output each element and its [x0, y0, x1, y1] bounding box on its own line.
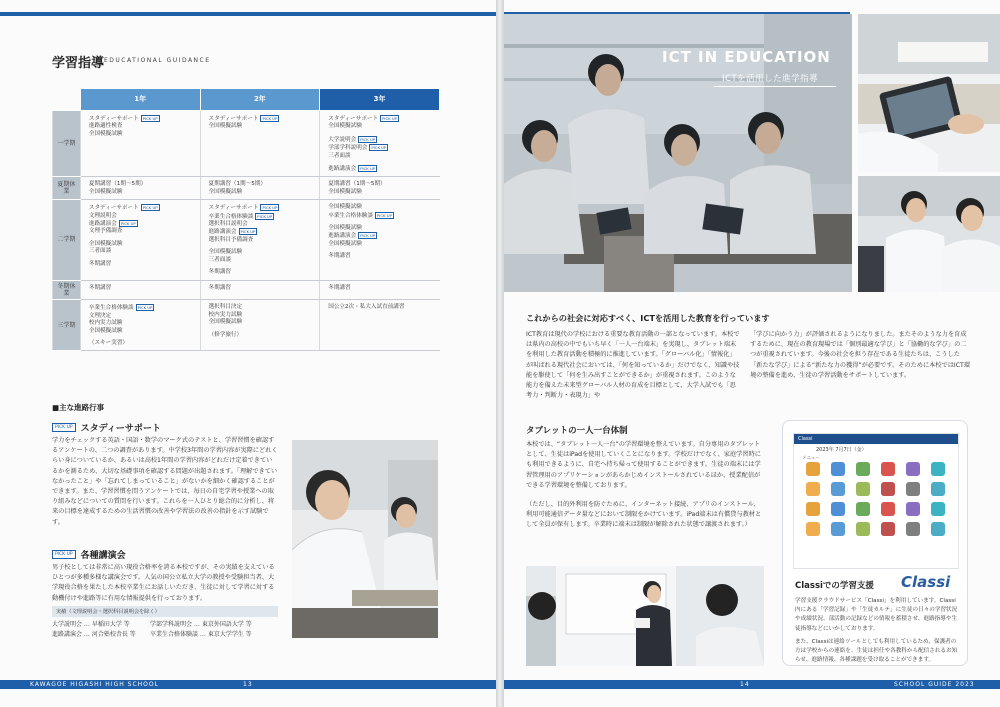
schedule-event-label: 進路講演会: [208, 229, 237, 236]
schedule-event: [328, 123, 435, 130]
schedule-event-label: 全国模擬試験: [208, 188, 243, 195]
schedule-event: [89, 304, 196, 312]
ict-subtitle: ICTを活用した進学指導: [722, 74, 819, 84]
header-year-3: 3年: [320, 89, 440, 111]
schedule-event: [209, 123, 316, 130]
schedule-event: [328, 204, 435, 211]
classi-app-icon: [806, 522, 820, 536]
schedule-event: [328, 232, 435, 240]
schedule-event-label: 全国模擬試験: [328, 188, 362, 195]
pickup-tag: PICK UP: [360, 136, 376, 142]
schedule-event: [209, 285, 316, 292]
schedule-cell: [200, 111, 320, 177]
schedule-event: [89, 204, 196, 212]
schedule-event-label: スタディーサポート: [208, 205, 259, 212]
schedule-event-label: 文理決定: [88, 312, 112, 319]
classi-card: [782, 420, 968, 666]
study-support-body: 学力をチェックする英語・国語・数学のマーク式のテストと、学習習慣を確認するアンケートの、二つの調査があります。中学校3年間の学習内容が実際にどれくらい身についているか、あるいは高校1年間の学習内容がどれだけ定着できているかを測るため、大切な基礎事項を確認する問題が出題されます。「理解できていなかったこと」や「忘れてしまっていること」がないかを細かく確認することができます。また、学習習慣を問うアンケートでは、毎日の自宅学習や授業への取り組みなどについての質問を行います。これらを一人ひとり総合的に分析し、将来の目標を達成するための生活習慣の改善や学習法の改善の指針を示す試験です。: [52, 437, 278, 526]
schedule-event-label: 選択科目決定: [208, 304, 243, 311]
ict-heading: これからの社会に対応すべく、ICTを活用した教育を行っています: [526, 313, 770, 323]
schedule-event: [89, 123, 196, 130]
schedule-event-label: 冬期講習: [208, 269, 231, 276]
schedule-event: [209, 304, 316, 311]
classi-app-icon: [906, 482, 920, 496]
schedule-event-label: 全国模擬試験: [328, 240, 362, 247]
schedule-event: [89, 313, 196, 320]
schedule-cell: [80, 200, 200, 280]
schedule-event: [89, 248, 196, 255]
schedule-event: [328, 253, 435, 260]
tablet-body: 本校では、“タブレット一人一台”の学習環境を整えています。自分専用のタブレットとして、生徒はiPadを使用していくことになります。学校だけでなく、家庭学習時にも利用できるように、自宅へ持ち帰って使用することができます。生徒の端末には学習管理用のアプリケーションがあらかじめインストールされているほか、授業配信ができる学習環境を整備しております。: [526, 441, 761, 489]
footer-guide: SCHOOL GUIDE 2023: [894, 681, 975, 688]
schedule-event-label: 校内実力試験: [208, 311, 243, 318]
schedule-event-label: 卒業生合格体験談: [208, 213, 254, 220]
schedule-event-label: 選択科目説明会: [208, 221, 248, 228]
schedule-event: [328, 285, 435, 292]
schedule-event-label: 三者面談: [328, 152, 351, 159]
schedule-event-label: 全国模擬試験: [328, 204, 362, 211]
schedule-cell: [80, 111, 200, 177]
schedule-event-label: 三者面談: [208, 256, 231, 263]
schedule-row: [53, 300, 440, 351]
classi-app-icon: [906, 522, 920, 536]
classi-heading: Classiでの学習支援: [795, 581, 874, 591]
teacher-lesson-photo: [526, 566, 764, 666]
schedule-event: [89, 213, 196, 220]
pickup-tag: PICK UP: [142, 205, 158, 211]
footer-bar: [0, 680, 496, 689]
lectures-title: 各種講演会: [80, 551, 126, 561]
header-year-1: 1年: [80, 89, 200, 111]
schedule-event: [328, 212, 435, 220]
schedule-event: [209, 249, 316, 256]
schedule-cell: [320, 177, 440, 200]
classi-screen-menu: メニュー: [802, 456, 820, 461]
classi-app-icon: [931, 502, 945, 516]
tablet-heading: タブレットの一人一台体制: [526, 426, 628, 436]
schedule-cell: [200, 177, 320, 200]
schedule-event-label: 全国模擬試験: [88, 130, 123, 137]
ict-underline: [714, 86, 836, 87]
schedule-event-label: 冬期講習: [88, 260, 112, 267]
classi-app-icon: [806, 462, 820, 476]
schedule-event-label: 学部学科説明会: [328, 145, 368, 152]
events-heading: ■主な進路行事: [52, 403, 105, 412]
ict-title: ICT IN EDUCATION: [662, 48, 831, 66]
right-page: [504, 0, 1000, 707]
schedule-event: [89, 328, 196, 335]
table-corner: [53, 89, 81, 111]
schedule-event-label: 全国模擬試験: [328, 123, 362, 130]
pickup-tag: PICK UP: [142, 116, 158, 121]
pickup-tag: PICK UP: [257, 213, 273, 219]
schedule-event-label: 全国模擬試験: [88, 240, 123, 247]
schedule-event-label: 進路講演会: [328, 233, 357, 240]
schedule-event: [89, 261, 196, 268]
schedule-event: [89, 285, 196, 292]
lectures-body: 男子校としては非常に高い現役合格率を誇る本校ですが、その実績を支えているひとつが多種多様な講演会です。人気の国公立私立大学の教授や受験担当者、大学現役合格を果たした本校卒業生にお話しいただき、生徒に対して学習に対する動機付けや進路等に有用な情報提供を行っております。: [52, 564, 275, 602]
schedule-cell: [200, 300, 320, 351]
pickup-tag: PICK UP: [240, 229, 256, 235]
results-item: 進路講演会 … 河合塾校舎長 等: [52, 631, 136, 638]
schedule-event-label: 三者面談: [88, 248, 112, 255]
schedule-event: [209, 237, 316, 244]
schedule-row: [53, 177, 440, 200]
classi-app-icon: [806, 502, 820, 516]
classi-app-icon: [856, 522, 870, 536]
pickup-badge: PICK UP: [52, 550, 76, 559]
schedule-cell: [200, 280, 320, 300]
classi-app-icon: [806, 482, 820, 496]
results-row: [52, 630, 278, 640]
guidance-schedule-table: [52, 88, 440, 351]
schedule-event: [328, 241, 435, 248]
tablet-hands-photo: [858, 14, 1000, 172]
schedule-event-label: 全国模擬試験: [328, 225, 362, 232]
schedule-event-label: 卒業生合格体験談: [328, 212, 373, 219]
schedule-event: [89, 320, 196, 327]
schedule-event-label: 全国模擬試験: [208, 123, 243, 130]
schedule-event-label: 夏期講習（1期〜5期）: [328, 181, 386, 188]
classi-app-icon: [906, 462, 920, 476]
results-row: [52, 620, 278, 630]
classi-app-icon: [856, 462, 870, 476]
classi-body: [795, 597, 961, 665]
schedule-event: [209, 269, 316, 276]
results-note-label: 実績（文理説明会・選択科目説明会を除く）: [52, 606, 278, 617]
classi-screenshot: [793, 433, 959, 569]
schedule-event: [209, 204, 316, 212]
schedule-event-label: 夏期講習（1期〜5期）: [88, 181, 147, 188]
term-label: 夏期休業: [53, 177, 81, 200]
schedule-cell: [80, 300, 200, 351]
classi-app-icon: [856, 482, 870, 496]
classi-app-icon: [856, 502, 870, 516]
schedule-event: [328, 136, 435, 144]
schedule-event-label: 全国模擬試験: [88, 188, 123, 195]
page-number: 14: [740, 681, 750, 688]
pickup-tag: PICK UP: [137, 305, 153, 311]
schedule-event: [89, 340, 196, 347]
schedule-event: [89, 181, 196, 188]
schedule-row: [53, 280, 440, 300]
pickup-tag: PICK UP: [360, 166, 376, 172]
classi-app-icon: [931, 482, 945, 496]
schedule-event-label: 進路講演会: [88, 221, 117, 228]
schedule-event: [89, 189, 196, 196]
schedule-event-label: 全国模擬試験: [208, 249, 243, 256]
center-gutter: [496, 0, 504, 707]
classi-app-icon: [831, 482, 845, 496]
schedule-event-label: 進路講演会: [328, 166, 357, 173]
pickup-tag: PICK UP: [360, 233, 376, 239]
results-item: 学部学科説明会 … 東京外国語大学 等: [150, 621, 252, 628]
schedule-event: [209, 189, 316, 196]
classi-app-icon: [831, 522, 845, 536]
schedule-row: [53, 111, 440, 177]
classi-app-icon: [881, 502, 895, 516]
classi-app-icon: [906, 502, 920, 516]
schedule-cell: [320, 111, 440, 177]
section-subtitle: EDUCATIONAL GUIDANCE: [104, 57, 211, 64]
schedule-event: [89, 131, 196, 138]
schedule-event-label: 国公立2次・私大入試直前講習: [328, 304, 405, 311]
pickup-tag: PICK UP: [262, 205, 278, 211]
schedule-event-label: スタディーサポート: [88, 205, 139, 212]
schedule-event: [209, 181, 316, 188]
page-number: 13: [243, 681, 253, 688]
pickup-badge: PICK UP: [52, 423, 76, 432]
schedule-event-label: スタディーサポート: [328, 116, 379, 122]
section-title: 学習指導: [52, 56, 105, 71]
schedule-event-label: 選択科目予備調査: [208, 236, 254, 243]
schedule-event-label: （修学旅行）: [208, 331, 243, 338]
header-year-2: 2年: [200, 89, 320, 111]
classi-app-icon: [881, 482, 895, 496]
ict-body-col2: 「学びに向かう力」が評価されるようになりました。またそのような力を育成するために、現在の教育現場では「個別最適な学び」と「協働的な学び」の二つが重視されています。今後の社会を担う存在である生徒たちは、こうした「新たな学び」による“新たな力の獲得”が必要です。そのために本校ではICT環境の整備を進め、生徒の学習活動をサポートしています。: [750, 331, 971, 379]
schedule-event-label: 文理予備調査: [88, 228, 123, 235]
pickup-tag: PICK UP: [376, 212, 392, 218]
classi-body-2: また、Classiは連絡ツールとしても利用しているため、保護者の方は学校からの連絡を、生徒は担任や各教科から配信されるお知らせ、進路情報、各種課題を受け取ることができます。: [795, 638, 958, 664]
results-list: [52, 620, 278, 640]
classi-screen-title: Classi: [798, 436, 813, 442]
schedule-event-label: 冬期講習: [328, 284, 351, 291]
results-item: 卒業生合格体験談 … 東京大学学生 等: [150, 631, 252, 638]
classi-app-icon: [881, 522, 895, 536]
schedule-event-label: 卒業生合格体験談: [88, 305, 134, 312]
schedule-cell: [320, 300, 440, 351]
study-support-title: スタディーサポート: [80, 424, 161, 434]
classi-app-icons: [806, 462, 949, 536]
study-support-heading: [52, 421, 161, 434]
schedule-event: [209, 332, 316, 339]
footer-bar: [504, 680, 1000, 689]
schedule-cell: [200, 200, 320, 280]
schedule-cell: [80, 177, 200, 200]
schedule-cell: [80, 280, 200, 300]
classi-screen-date: 2023年 7月7日（金）: [816, 447, 867, 453]
term-label: 二学期: [53, 200, 81, 280]
schedule-event: [209, 213, 316, 221]
schedule-event: [209, 228, 316, 236]
schedule-event: [328, 304, 435, 311]
classi-app-icon: [831, 462, 845, 476]
schedule-event-label: 冬期講習: [88, 284, 112, 291]
schedule-event: [328, 181, 435, 188]
schedule-event-label: スタディーサポート: [88, 116, 139, 122]
schedule-event: [89, 228, 196, 235]
schedule-event-label: （スキー実習）: [88, 339, 129, 346]
schedule-event: [328, 225, 435, 232]
schedule-event: [209, 319, 316, 326]
schedule-event-label: 校内実力試験: [88, 320, 123, 327]
schedule-event-label: 進路適性検査: [88, 123, 123, 130]
schedule-event: [328, 189, 435, 196]
schedule-event: [209, 312, 316, 319]
schedule-event-label: 大学説明会: [328, 136, 357, 143]
classi-screen-header: [794, 434, 958, 444]
schedule-event-label: 全国模擬試験: [208, 319, 243, 326]
classi-app-icon: [931, 462, 945, 476]
pickup-tag: PICK UP: [371, 145, 387, 151]
tablet-note: （ただし、目的外利用を防ぐために、インターネット接続、アプリのインストール、利用可能通信データ量などにおいて制限をかけています。iPad端末は有償貸与教材として全員が保有します。卒業時に端末は制限が解除された状態で譲渡されます。）: [526, 501, 762, 529]
classi-app-icon: [881, 462, 895, 476]
left-page: [0, 0, 496, 707]
schedule-event: [328, 165, 435, 173]
schedule-event: [209, 221, 316, 228]
pickup-tag: PICK UP: [120, 221, 136, 227]
footer-school-name: KAWAGOE HIGASHI HIGH SCHOOL: [30, 681, 159, 688]
schedule-event-label: 冬期講習: [208, 284, 231, 291]
classi-logo: Classi: [901, 573, 951, 591]
term-label: 三学期: [53, 300, 81, 351]
schedule-cell: [320, 280, 440, 300]
term-label: 冬期休業: [53, 280, 81, 300]
schedule-row: [53, 200, 440, 280]
top-accent-bar: [0, 12, 496, 16]
classi-body-1: 学習支援クラウドサービス「Classi」を利用しています。Classi内にある「学習記録」や「生徒カルテ」に生徒の日々の学習状況や成績状況、部活動の記録などの情報を蓄積させ、進路指導や生徒指導などにいかしております。: [795, 598, 958, 632]
classroom-photo: [292, 440, 438, 638]
schedule-event-label: 文理説明会: [88, 212, 117, 219]
ict-body-col1: ICT教育は現代の学校における重要な教育活動の一部となっています。本校では県内の高校の中でもいち早く「一人一台端末」を実現し、タブレット端末を利用した教育活動を積極的に推進しています。「グローバル化」「情報化」が叫ばれる現代社会においては、「何を知っているか」だけでなく、知識や技能を駆使して「何を生み出すことができるか」が重視されます。このような能力を備えた未来型グローバル人材の育成を目標として、大学入試でも「思考力・判断力・表現力」や: [526, 331, 740, 400]
pickup-tag: PICK UP: [382, 116, 397, 121]
schedule-cell: [320, 200, 440, 280]
schedule-event-label: 冬期講習: [328, 253, 351, 260]
classi-app-icon: [831, 502, 845, 516]
classi-app-icon: [931, 522, 945, 536]
results-item: 大学説明会 … 早稲田大学 等: [52, 621, 130, 628]
schedule-event: [328, 144, 435, 152]
schedule-event-label: スタディーサポート: [208, 116, 259, 122]
schedule-event: [328, 153, 435, 160]
schedule-event-label: 全国模擬試験: [88, 327, 123, 334]
term-label: 一学期: [53, 111, 81, 177]
lectures-heading: [52, 548, 126, 561]
schedule-event: [209, 257, 316, 264]
pickup-tag: PICK UP: [262, 116, 278, 121]
schedule-event-label: 夏期講習（1期〜5期）: [208, 181, 266, 188]
students-photo: [858, 176, 1000, 292]
